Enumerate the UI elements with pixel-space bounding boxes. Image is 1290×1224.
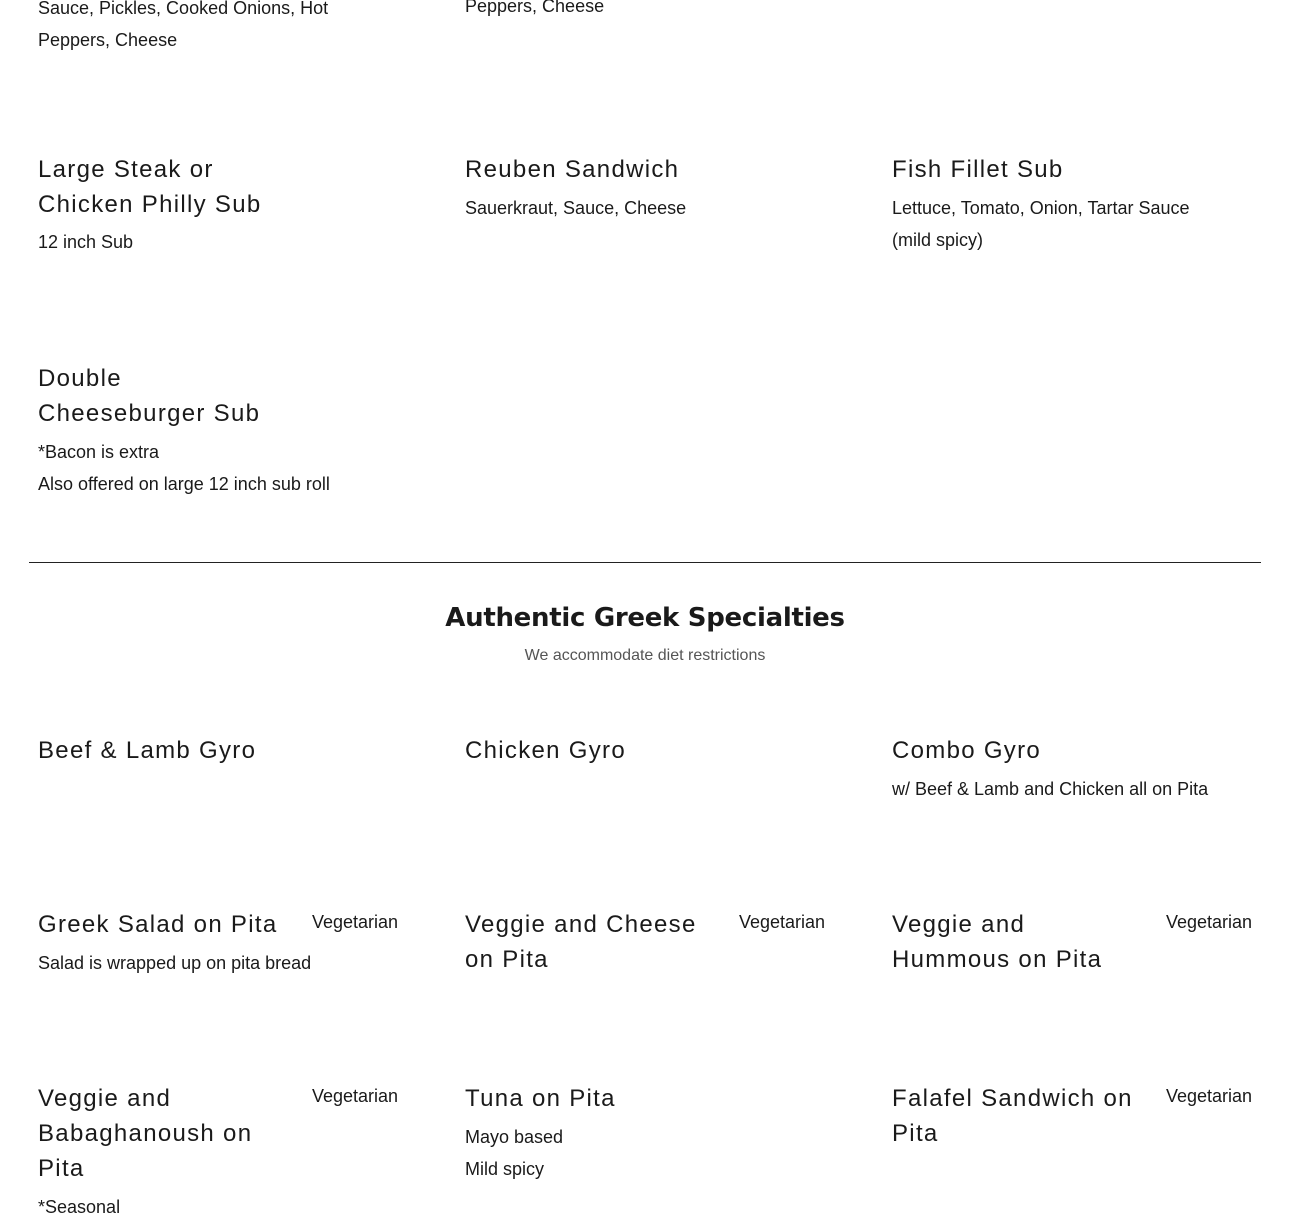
item-name-line: Tuna on Pita <box>465 1085 616 1112</box>
item-description <box>892 193 1252 256</box>
item-name-line: Veggie and Cheese <box>465 911 697 938</box>
item-name-line: Greek Salad on Pita <box>38 911 278 938</box>
vegetarian-tag: Vegetarian <box>312 912 399 932</box>
item-name-line: Chicken Gyro <box>465 737 626 764</box>
item-name-line: Veggie and <box>38 1085 172 1112</box>
description-line: *Seasonal <box>38 1197 121 1217</box>
item-name <box>465 1081 825 1116</box>
item-name-line: Beef & Lamb Gyro <box>38 737 257 764</box>
item-name-line: Falafel Sandwich on <box>892 1085 1133 1112</box>
menu-item-partial-2 <box>465 0 825 23</box>
description-line: Sauerkraut, Sauce, Cheese <box>465 198 687 218</box>
item-name <box>38 361 398 431</box>
section-divider <box>29 562 1261 563</box>
item-description <box>38 437 398 500</box>
item-name-line: on Pita <box>465 946 549 973</box>
description-line: Sauce, Pickles, Cooked Onions, Hot <box>38 0 329 18</box>
item-name-line: Hummous on Pita <box>892 946 1103 973</box>
vegetarian-tag: Vegetarian <box>739 912 826 932</box>
item-description <box>38 227 398 259</box>
menu-item-reuben-sandwich <box>465 152 825 225</box>
item-name-line: Veggie and <box>892 911 1026 938</box>
description-line: 12 inch Sub <box>38 232 134 252</box>
item-name-line: Fish Fillet Sub <box>892 156 1064 183</box>
item-name <box>38 733 398 768</box>
item-name <box>892 1081 1154 1151</box>
item-name <box>465 152 825 187</box>
item-description <box>465 1122 825 1185</box>
item-name <box>465 907 727 977</box>
item-name-line: Chicken Philly Sub <box>38 191 262 218</box>
section-subtitle: We accommodate diet restrictions <box>524 647 766 664</box>
description-line: Mild spicy <box>465 1158 545 1179</box>
description-line: Mayo based <box>465 1127 564 1147</box>
description-line: Peppers, Cheese <box>465 0 605 16</box>
item-name <box>38 152 398 222</box>
item-description <box>38 0 358 56</box>
item-name-line: Combo Gyro <box>892 737 1042 764</box>
item-name-line: Cheeseburger Sub <box>38 400 261 427</box>
menu-item-fish-fillet-sub <box>892 152 1252 256</box>
menu-item-veggie-hummous-pita <box>892 907 1252 977</box>
description-line: Salad is wrapped up on pita bread <box>38 953 312 973</box>
item-name-line: Pita <box>892 1120 939 1147</box>
item-name-line: Reuben Sandwich <box>465 156 680 183</box>
item-description <box>465 193 825 225</box>
item-name <box>892 152 1252 187</box>
item-name-line: Babaghanoush on <box>38 1120 253 1147</box>
item-description <box>38 1192 398 1224</box>
menu-item-large-steak-philly <box>38 152 398 259</box>
item-description <box>892 774 1252 806</box>
menu-item-chicken-gyro <box>465 733 825 768</box>
description-line: Also offered on large 12 inch sub roll <box>38 473 330 494</box>
menu-item-beef-lamb-gyro <box>38 733 398 768</box>
item-name <box>38 1081 300 1186</box>
item-name-line: Pita <box>38 1155 85 1182</box>
description-line: (mild spicy) <box>892 229 984 250</box>
item-name <box>892 907 1154 977</box>
description-line: w/ Beef & Lamb and Chicken all on Pita <box>892 779 1209 799</box>
section-title: Authentic Greek Specialties <box>445 603 845 633</box>
vegetarian-tag: Vegetarian <box>312 1086 399 1106</box>
item-name-line: Double <box>38 365 122 392</box>
item-name-line: Large Steak or <box>38 156 214 183</box>
item-description <box>38 948 398 980</box>
menu-item-falafel-sandwich-pita <box>892 1081 1252 1151</box>
menu-item-tuna-pita <box>465 1081 825 1185</box>
item-description <box>465 0 825 23</box>
item-name <box>38 907 300 942</box>
vegetarian-tag: Vegetarian <box>1166 1086 1253 1106</box>
item-name <box>465 733 825 768</box>
description-line: Lettuce, Tomato, Onion, Tartar Sauce <box>892 198 1190 218</box>
menu-item-veggie-babaghanoush-pita <box>38 1081 398 1224</box>
menu-item-greek-salad-pita <box>38 907 398 980</box>
description-line: *Bacon is extra <box>38 442 160 462</box>
vegetarian-tag: Vegetarian <box>1166 912 1253 932</box>
menu-item-partial-1 <box>38 0 358 56</box>
menu-item-double-cheeseburger-sub <box>38 361 398 500</box>
menu-item-veggie-cheese-pita <box>465 907 825 977</box>
description-line: Peppers, Cheese <box>38 29 178 50</box>
menu-item-combo-gyro <box>892 733 1252 806</box>
item-name <box>892 733 1252 768</box>
